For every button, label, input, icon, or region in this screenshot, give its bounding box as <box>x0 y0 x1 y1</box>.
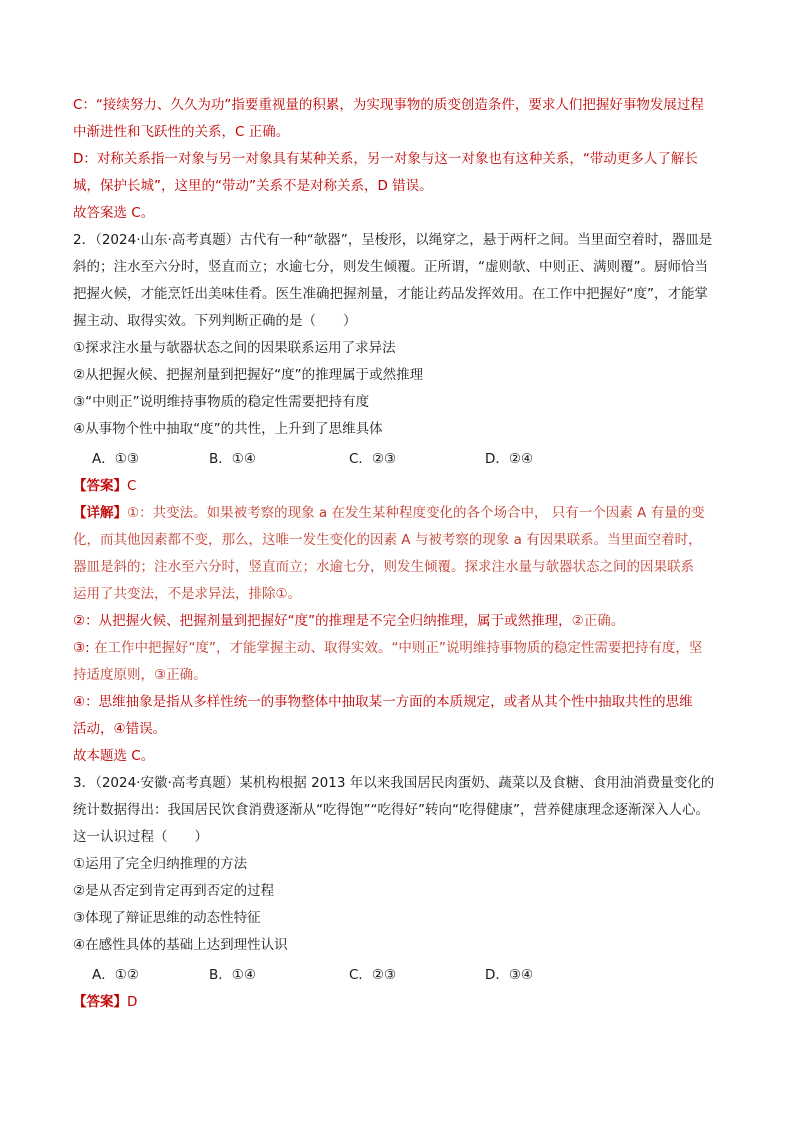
q2-explain-2 <box>73 612 624 630</box>
q2-explain-2-verdict: ②正确。 <box>571 613 625 629</box>
q3-statement-2: ②是从否定到肯定再到否定的过程 <box>73 883 275 899</box>
q3-statement-3: ③体现了辩证思维的动态性特征 <box>73 910 261 926</box>
q3-statement-4: ④在感性具体的基础上达到理性认识 <box>73 937 288 953</box>
q2-option-b: B．①④ <box>209 451 256 467</box>
q1-conclusion: 故答案选 C。 <box>73 205 155 221</box>
q2-conclusion: 故本题选 C。 <box>73 748 155 764</box>
q2-answer-tag: 【答案】 <box>73 478 127 494</box>
q1-option-c-line1: C：“接续努力、久久为功”指要重视量的积累，为实现事物的质变创造条件，要求人们把握好事物发展过程 <box>73 97 704 113</box>
q2-statement-4: ④从事物个性中抽取“度”的共性，上升到了思维具体 <box>73 421 383 437</box>
q2-answer <box>73 477 136 495</box>
q2-explain-1-text: ①：共变法。如果被考察的现象 a 在发生某种程度变化的各个场合中， 只有一个因素 A 有量的变 <box>127 505 705 521</box>
q3-statement-1: ①运用了完全归纳推理的方法 <box>73 856 248 872</box>
q2-explain-3-label: ③: <box>73 640 94 656</box>
q2-explain-1-line1 <box>73 504 705 522</box>
q2-explain-3-text: 在工作中把握好“度”，才能掌握主动、取得实效。“中则正”说明维持事物质的稳定性需要把持有度，坚 <box>93 640 703 656</box>
q3-option-c: C．②③ <box>349 967 397 983</box>
q2-statement-1: ①探求注水量与欹器状态之间的因果联系运用了求异法 <box>73 340 396 356</box>
q2-stem-line1: 2．（2024·山东·高考真题）古代有一种“欹器”，呈梭形，以绳穿之，悬于两杆之间。当里面空着时，器皿是 <box>73 232 713 248</box>
q1-option-d-line2: 城，保护长城”，这里的“带动”关系不是对称关系，D 错误。 <box>73 178 433 194</box>
q2-statement-3: ③“中则正”说明维持事物质的稳定性需要把持有度 <box>73 394 370 410</box>
q3-answer-value: D <box>127 994 138 1010</box>
q2-explain-2-red: ②：从把握火候、把握剂量到把握好“度”的推理是不完全归纳推理，属于或然推理， <box>73 613 572 629</box>
q2-explain-3-line1 <box>73 639 702 657</box>
q2-explain-4-line2: 活动，④错误。 <box>73 721 167 737</box>
q2-explain-1-line3: 器皿是斜的；注水至六分时，竖直而立；水逾七分，则发生倾覆。探求注水量与欹器状态之间的因果联系 <box>73 559 694 575</box>
q2-stem-line3: 把握火候，才能烹饪出美味佳肴。医生准确把握剂量，才能让药品发挥效用。在工作中把握好“度”，才能掌 <box>73 286 708 302</box>
q3-stem-line1: 3．（2024·安徽·高考真题）某机构根据 2013 年以来我国居民肉蛋奶、蔬菜以及食糖、食用油消费量变化的 <box>73 775 715 791</box>
q1-option-c-line2: 中渐进性和飞跃性的关系，C 正确。 <box>73 124 290 140</box>
q2-answer-value: C <box>127 478 137 494</box>
q2-stem-line4: 握主动、取得实效。下列判断正确的是（ ） <box>73 313 357 329</box>
q3-stem-line3: 这一认识过程（ ） <box>73 829 208 845</box>
q3-option-b: B．①④ <box>209 967 256 983</box>
q2-detail-tag: 【详解】 <box>73 505 127 521</box>
q3-stem-line2: 统计数据得出：我国居民饮食消费逐渐从“吃得饱”“吃得好”转向“吃得健康”，营养健康理念逐渐深入人心。 <box>73 802 709 818</box>
q3-option-a: A．①② <box>92 967 139 983</box>
q3-answer <box>73 993 137 1011</box>
q2-option-c: C．②③ <box>349 451 397 467</box>
q3-answer-tag: 【答案】 <box>73 994 127 1010</box>
q2-stem-line2: 斜的；注水至六分时，竖直而立；水逾七分，则发生倾覆。正所谓，“虚则欹、中则正、满则覆”。厨师恰当 <box>73 259 708 275</box>
q2-explain-1-line2: 化，而其他因素都不变，那么，这唯一发生变化的因素 A 与被考察的现象 a 有因果联系。当里面空着时， <box>73 532 702 548</box>
q2-explain-1-line4: 运用了共变法，不是求异法，排除①。 <box>73 586 302 602</box>
q2-option-d: D．②④ <box>485 451 534 467</box>
q2-statement-2: ②从把握火候、把握剂量到把握好“度”的推理属于或然推理 <box>73 367 424 383</box>
q2-option-a: A．①③ <box>92 451 139 467</box>
q1-option-d-line1: D：对称关系指一对象与另一对象具有某种关系，另一对象与这一对象也有这种关系，“带动更多人了解长 <box>73 151 698 167</box>
q3-option-d: D．③④ <box>485 967 534 983</box>
q2-explain-4-line1: ④：思维抽象是指从多样性统一的事物整体中抽取某一方面的本质规定，或者从其个性中抽取共性的思维 <box>73 694 693 710</box>
q2-explain-3-line2: 持适度原则，③正确。 <box>73 667 207 683</box>
